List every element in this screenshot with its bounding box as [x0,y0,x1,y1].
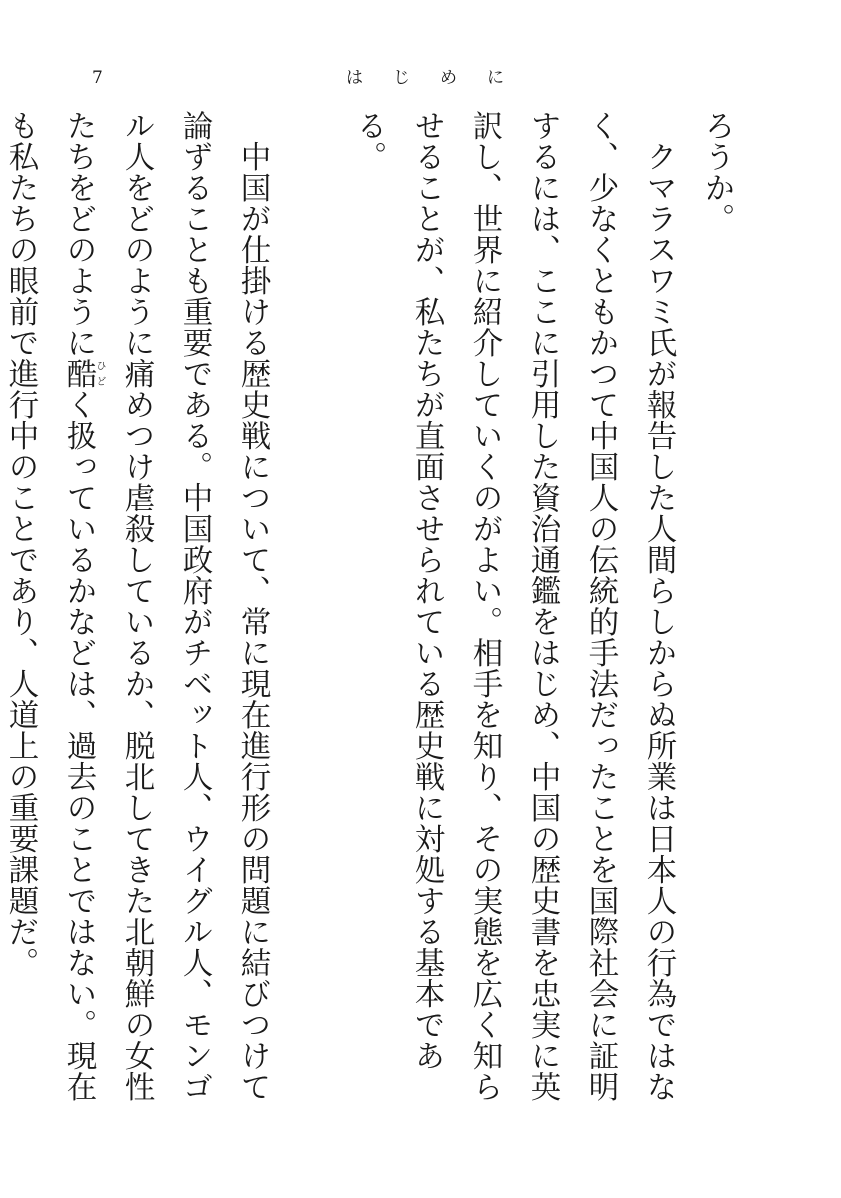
ruby-hido-reading: ひど [94,358,105,389]
vertical-body-text [3,110,745,1120]
ruby-hido [61,358,105,389]
running-head: はじめに [346,68,534,88]
paragraph-history-war [0,110,281,1120]
paragraph-kumaraswamy: クマラスワミ氏が報告した人間らしからぬ所業は日本人の行為ではなく、少なくともかつて中国人の伝統的手法だったことを国際社会に証明するには、ここに引用した資治通鑑をはじめ、中国の歴史書を忠実に英訳し、世界に紹介していくのがよい。相手を知り、その実態を広く知らせることが、私たちが直面させられている歴史戦に対処する基本である。 [351,110,676,1102]
page-number: 7 [92,68,103,88]
paragraph-continuation: ろうか。 [699,110,734,234]
paragraph-history-war-part2: く扱っているかなどは、過去のことではない。現在も私たちの眼前で進行中のことであり、人道上の重要課題だ。 [3,110,96,1102]
paragraph-gap [281,110,339,1120]
paragraph-history-war-part1: 中国が仕掛ける歴史戦について、常に現在進行形の問題に結びつけて論ずることも重要である。中国政府がチベット人、ウイグル人、モンゴル人をどのように痛めつけ虐殺しているか、脱北してきた北朝鮮の女性たちをどのように [61,110,270,1102]
ruby-hido-base: 酷 [61,358,96,389]
